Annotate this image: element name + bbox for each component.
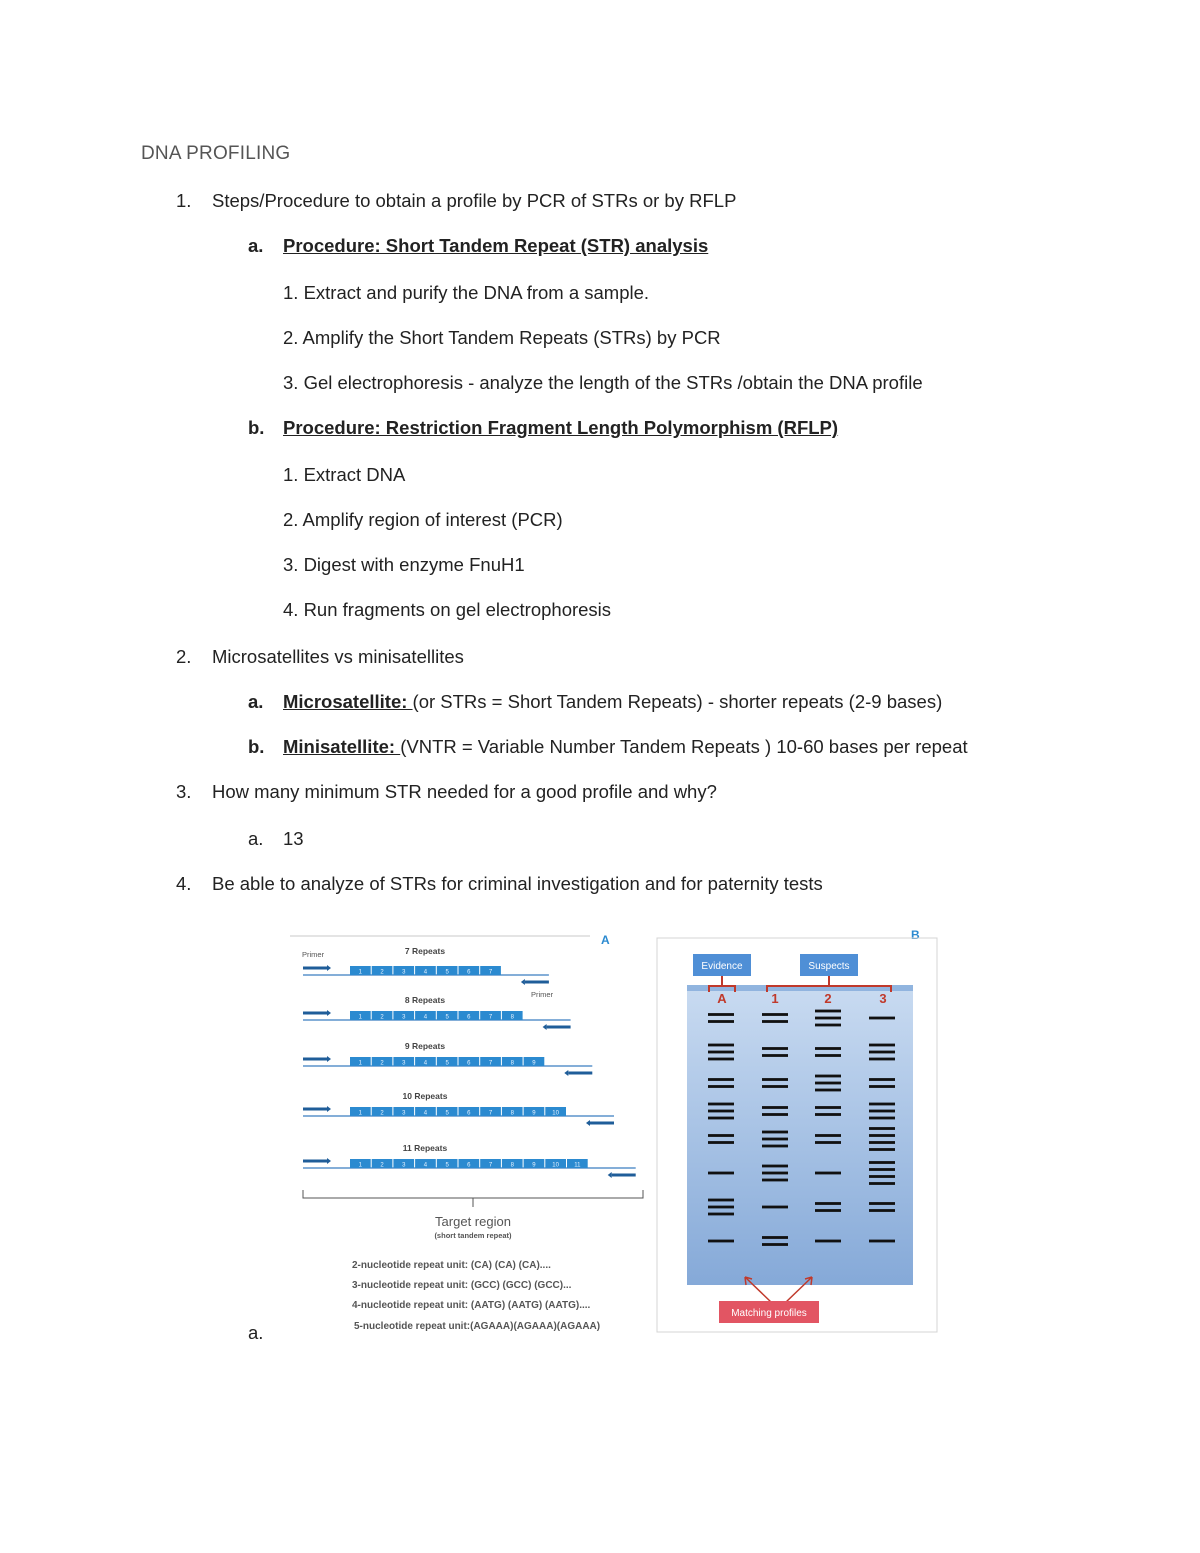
gel-band <box>869 1127 895 1130</box>
gel-band <box>815 1202 841 1205</box>
gel-band <box>708 1103 734 1106</box>
repeat-unit-number: 5 <box>445 1162 449 1169</box>
gel-band <box>762 1145 788 1148</box>
repeat-unit-number: 1 <box>358 1162 363 1169</box>
q2a-line <box>283 693 942 712</box>
repeat-unit-number: 3 <box>402 1162 406 1169</box>
forward-arrowhead <box>327 1056 331 1062</box>
lane-label-a: A <box>717 991 727 1006</box>
q1a-heading: Procedure: Short Tandem Repeat (STR) analysis <box>283 235 709 256</box>
gel-band <box>708 1085 734 1088</box>
q1a-step-2: 2. Amplify the Short Tandem Repeats (STRs) by PCR <box>283 327 721 348</box>
repeat-unit-number: 5 <box>445 969 449 976</box>
gel-band <box>869 1202 895 1205</box>
q3-number: 3. <box>176 781 192 802</box>
gel-band <box>708 1051 734 1054</box>
lane-label-3: 3 <box>879 991 887 1006</box>
gel-band <box>869 1134 895 1137</box>
repeat-count-label: 7 Repeats <box>404 946 446 956</box>
gel-band <box>762 1179 788 1182</box>
target-region-sub: (short tandem repeat) <box>434 1231 512 1240</box>
evidence-label: Evidence <box>701 961 743 972</box>
repeat-unit-number: 4 <box>423 969 428 976</box>
repeat-unit-number: 4 <box>423 1110 428 1117</box>
str-row <box>303 1091 614 1126</box>
q2b-letter: b. <box>248 736 265 757</box>
repeat-unit-4: 4-nucleotide repeat unit: (AATG) (AATG) (AATG).... <box>352 1300 591 1311</box>
q1b-step-4: 4. Run fragments on gel electrophoresis <box>283 599 612 620</box>
primer-right-label: Primer <box>531 990 554 999</box>
lane-label-1: 1 <box>771 991 779 1006</box>
repeat-count-label: 8 Repeats <box>404 995 446 1005</box>
repeat-unit-number: 1 <box>358 1014 363 1021</box>
q4-text: Be able to analyze of STRs for criminal investigation and for paternity tests <box>212 873 823 894</box>
repeat-unit-3: 3-nucleotide repeat unit: (GCC) (GCC) (GCC)... <box>352 1280 572 1291</box>
gel-band <box>869 1161 895 1164</box>
q2b-line <box>283 738 968 757</box>
q3a-letter: a. <box>248 828 264 849</box>
str-row <box>303 1143 636 1178</box>
repeat-unit-2: 2-nucleotide repeat unit: (CA) (CA) (CA).... <box>352 1260 551 1271</box>
repeat-unit-number: 8 <box>510 1060 514 1067</box>
matching-profiles-label: Matching profiles <box>731 1308 807 1319</box>
gel-band <box>762 1206 788 1209</box>
gel-band <box>708 1240 734 1243</box>
gel-band <box>762 1165 788 1168</box>
gel-band <box>708 1199 734 1202</box>
repeat-unit-number: 4 <box>423 1014 428 1021</box>
repeat-unit-number: 5 <box>445 1014 449 1021</box>
repeat-unit-number: 7 <box>488 1162 493 1169</box>
reverse-arrowhead <box>564 1070 568 1076</box>
panel-b <box>657 928 937 1332</box>
q1b-heading: Procedure: Restriction Fragment Length Polymorphism (RFLP) <box>283 417 839 438</box>
repeat-unit-number: 1 <box>358 1110 363 1117</box>
gel-band <box>708 1013 734 1016</box>
repeat-unit-number: 4 <box>423 1060 428 1067</box>
repeat-unit-number: 3 <box>402 1014 406 1021</box>
str-row <box>303 995 571 1030</box>
gel-band <box>762 1131 788 1134</box>
gel-band <box>762 1020 788 1023</box>
repeat-unit-number: 9 <box>532 1060 536 1067</box>
gel-band <box>708 1117 734 1120</box>
forward-arrowhead <box>327 1010 331 1016</box>
q1a-step-3: 3. Gel electrophoresis - analyze the length of the STRs /obtain the DNA profile <box>283 372 923 393</box>
gel-band <box>815 1017 841 1020</box>
gel-band <box>708 1213 734 1216</box>
gel-band <box>869 1148 895 1151</box>
repeat-unit-number: 8 <box>510 1162 514 1169</box>
str-figure <box>285 925 940 1337</box>
q2a-letter: a. <box>248 691 264 712</box>
gel-band <box>708 1134 734 1137</box>
target-region-label: Target region <box>435 1214 511 1229</box>
gel-band <box>869 1051 895 1054</box>
q2-number: 2. <box>176 646 192 667</box>
repeat-unit-number: 10 <box>552 1162 559 1169</box>
repeat-unit-number: 7 <box>488 969 493 976</box>
repeat-unit-number: 3 <box>402 1110 406 1117</box>
gel-band <box>869 1182 895 1185</box>
repeat-unit-number: 7 <box>488 1014 493 1021</box>
gel-band <box>762 1085 788 1088</box>
q2a-term: Microsatellite: <box>283 691 413 712</box>
gel-band <box>708 1110 734 1113</box>
repeat-unit-number: 3 <box>402 969 406 976</box>
gel-band <box>869 1209 895 1212</box>
repeat-unit-number: 9 <box>532 1162 536 1169</box>
gel-band <box>815 1141 841 1144</box>
forward-arrowhead <box>327 1158 331 1164</box>
q3-text: How many minimum STR needed for a good profile and why? <box>212 781 717 802</box>
forward-arrowhead <box>327 1106 331 1112</box>
repeat-unit-number: 7 <box>488 1110 493 1117</box>
gel-band <box>708 1172 734 1175</box>
q1b-letter: b. <box>248 417 265 438</box>
gel-band <box>869 1044 895 1047</box>
repeat-unit-number: 2 <box>380 1110 384 1117</box>
gel-band <box>708 1141 734 1144</box>
gel-band <box>869 1103 895 1106</box>
repeat-unit-number: 6 <box>467 1110 471 1117</box>
repeat-unit-number: 6 <box>467 1162 471 1169</box>
repeat-unit-number: 6 <box>467 1060 471 1067</box>
repeat-unit-number: 9 <box>532 1110 536 1117</box>
gel-band <box>762 1243 788 1246</box>
q1b-step-3: 3. Digest with enzyme FnuH1 <box>283 554 525 575</box>
gel-band <box>815 1054 841 1057</box>
gel-band <box>762 1113 788 1116</box>
repeat-unit-number: 4 <box>423 1162 428 1169</box>
repeat-unit-number: 5 <box>445 1060 449 1067</box>
repeat-unit-number: 8 <box>510 1110 514 1117</box>
gel-band <box>762 1236 788 1239</box>
repeat-count-label: 9 Repeats <box>404 1041 446 1051</box>
gel-band <box>815 1089 841 1092</box>
repeat-unit-number: 6 <box>467 969 471 976</box>
gel-band <box>869 1168 895 1171</box>
page-title: DNA PROFILING <box>141 143 291 164</box>
gel-band <box>708 1044 734 1047</box>
primer-left-label: Primer <box>302 950 325 959</box>
repeat-unit-number: 11 <box>574 1162 581 1169</box>
q1a-letter: a. <box>248 235 264 256</box>
reverse-arrowhead <box>543 1024 547 1030</box>
gel-band <box>869 1017 895 1020</box>
gel-band <box>815 1082 841 1085</box>
repeat-count-label: 11 Repeats <box>402 1143 448 1153</box>
gel-band <box>762 1054 788 1057</box>
gel-band <box>762 1106 788 1109</box>
suspects-label: Suspects <box>808 961 850 972</box>
q1b-step-1: 1. Extract DNA <box>283 464 406 485</box>
gel-band <box>708 1058 734 1061</box>
gel-band <box>815 1075 841 1078</box>
gel-band <box>815 1024 841 1027</box>
q1-text: Steps/Procedure to obtain a profile by PCR of STRs or by RFLP <box>212 190 737 211</box>
lane-label-2: 2 <box>824 991 832 1006</box>
gel-band <box>762 1138 788 1141</box>
reverse-arrowhead <box>586 1120 590 1126</box>
repeat-count-label: 10 Repeats <box>402 1091 448 1101</box>
repeat-unit-number: 6 <box>467 1014 471 1021</box>
reverse-arrowhead <box>608 1172 612 1178</box>
q2-text: Microsatellites vs minisatellites <box>212 646 464 667</box>
gel-band <box>869 1240 895 1243</box>
repeat-unit-number: 5 <box>445 1110 449 1117</box>
q2b-definition: (VNTR = Variable Number Tandem Repeats ) 10-60 bases per repeat <box>400 736 968 757</box>
gel-band <box>762 1172 788 1175</box>
gel-band <box>762 1078 788 1081</box>
repeat-unit-number: 10 <box>552 1110 559 1117</box>
gel-band <box>869 1078 895 1081</box>
gel-band <box>869 1085 895 1088</box>
gel-band <box>815 1240 841 1243</box>
str-row <box>303 1041 592 1076</box>
repeat-unit-number: 2 <box>380 1162 384 1169</box>
gel-band <box>815 1172 841 1175</box>
gel-band <box>815 1010 841 1013</box>
repeat-unit-number: 1 <box>358 1060 363 1067</box>
repeat-unit-number: 2 <box>380 1014 384 1021</box>
gel-band <box>708 1020 734 1023</box>
forward-arrowhead <box>327 965 331 971</box>
repeat-unit-number: 2 <box>380 969 384 976</box>
gel-band <box>762 1047 788 1050</box>
q3a-answer: 13 <box>283 828 304 849</box>
repeat-unit-number: 3 <box>402 1060 406 1067</box>
gel-band <box>708 1078 734 1081</box>
gel-band <box>869 1141 895 1144</box>
reverse-arrowhead <box>521 979 525 985</box>
q2b-term: Minisatellite: <box>283 736 401 757</box>
gel-band <box>708 1206 734 1209</box>
gel-band <box>869 1175 895 1178</box>
str-row <box>303 946 549 985</box>
panel-a-label: A <box>601 933 610 947</box>
repeat-unit-number: 8 <box>510 1014 514 1021</box>
gel-band <box>815 1113 841 1116</box>
q1-number: 1. <box>176 190 192 211</box>
gel-band <box>815 1106 841 1109</box>
q1b-step-2: 2. Amplify region of interest (PCR) <box>283 509 563 530</box>
gel-band <box>815 1047 841 1050</box>
repeat-unit-5: 5-nucleotide repeat unit:(AGAAA)(AGAAA)(AGAAA) <box>354 1321 601 1332</box>
panel-a <box>290 933 643 1332</box>
q4-number: 4. <box>176 873 192 894</box>
gel-band <box>869 1117 895 1120</box>
q2a-definition: (or STRs = Short Tandem Repeats) - shorter repeats (2-9 bases) <box>412 691 943 712</box>
gel-band <box>815 1209 841 1212</box>
repeat-unit-number: 7 <box>488 1060 493 1067</box>
gel-band <box>815 1134 841 1137</box>
repeat-unit-number: 1 <box>358 969 363 976</box>
q4a-letter: a. <box>248 1322 264 1343</box>
q1a-step-1: 1. Extract and purify the DNA from a sample. <box>283 282 650 303</box>
gel-band <box>869 1110 895 1113</box>
gel-band <box>762 1013 788 1016</box>
panel-b-label: B <box>911 928 920 942</box>
repeat-unit-number: 2 <box>380 1060 384 1067</box>
gel-band <box>869 1058 895 1061</box>
